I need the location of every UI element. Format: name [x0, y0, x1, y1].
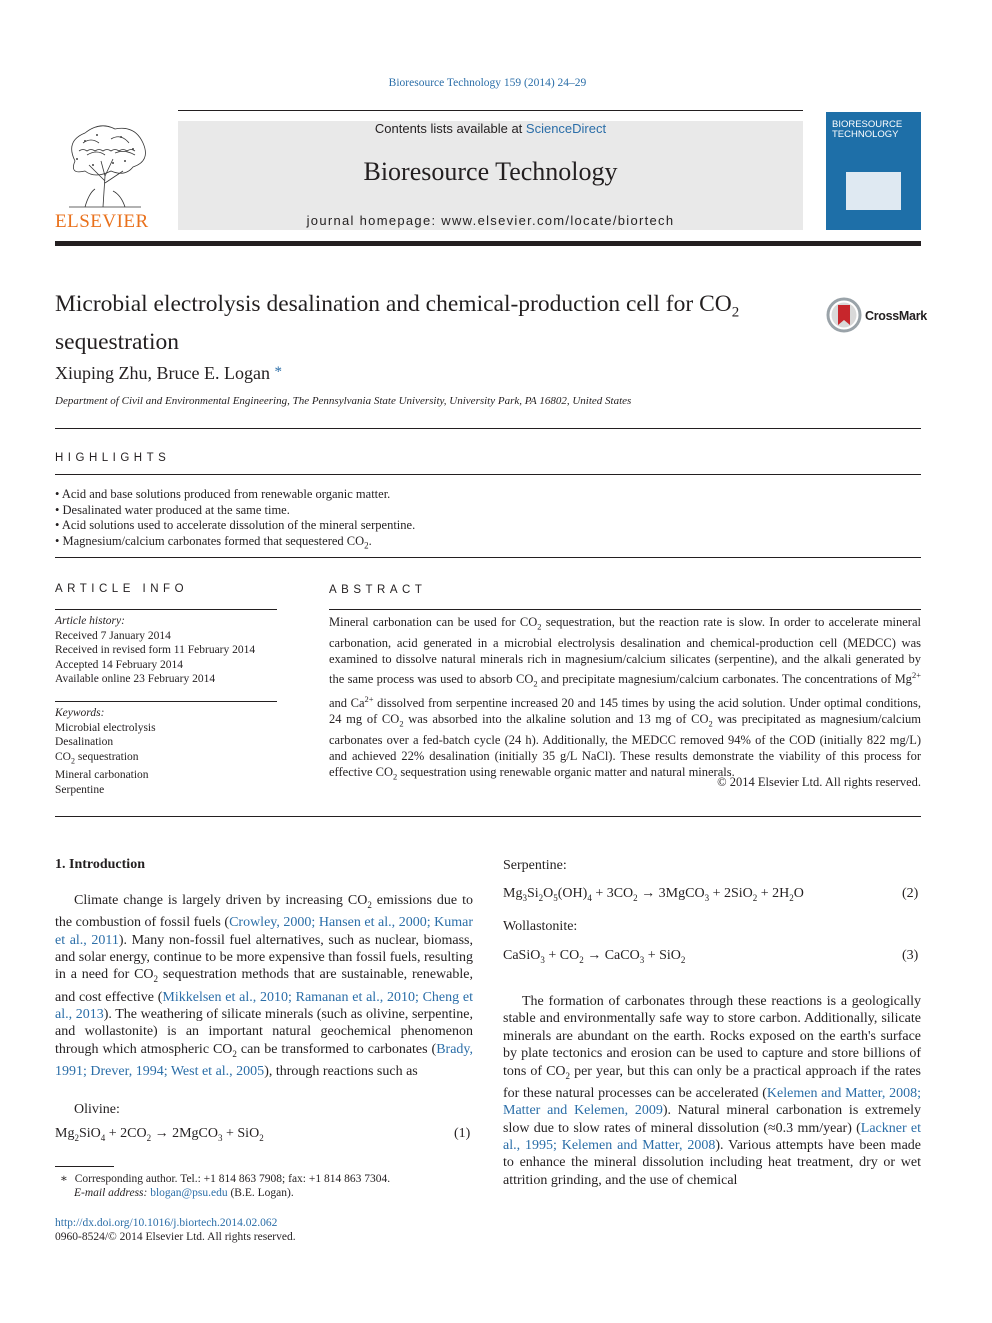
highlights-rule [55, 474, 921, 475]
journal-citation[interactable]: Bioresource Technology 159 (2014) 24–29 [388, 77, 587, 89]
keywords: Keywords: Microbial electrolysis Desalination $CO_2$ sequestration Mineral carbonation Serpentine [55, 707, 156, 796]
olivine-label: Olivine: [74, 1102, 120, 1117]
section-heading-introduction: 1. Introduction [55, 857, 145, 872]
issn-line: 0960-8524/© 2014 Elsevier Ltd. All rights reserved. [55, 1231, 296, 1243]
doi-link[interactable]: http://dx.doi.org/10.1016/j.biortech.2014.02.062 [55, 1217, 278, 1229]
email-footnote: E-mail address: blogan@psu.edu (B.E. Logan). [74, 1187, 294, 1199]
highlight-item: • Acid and base solutions produced from renewable organic matter. [55, 487, 391, 501]
article-title: Microbial electrolysis desalination and chemical-production cell for $CO_2$ sequestration [55, 291, 740, 355]
corresponding-author-mark[interactable]: * [274, 364, 282, 380]
elsevier-tree-logo [55, 121, 155, 209]
highlight-item: • Magnesium/calcium carbonates formed that sequestered $CO_2$. [55, 534, 372, 551]
contents-line: Contents lists available at ScienceDirect [374, 121, 607, 136]
sciencedirect-link[interactable]: ScienceDirect [525, 121, 607, 136]
article-info-rule [55, 609, 277, 610]
equation-2-number: (2) [902, 886, 919, 901]
header-thin-rule [178, 110, 803, 111]
authors: Xiuping Zhu, Bruce E. Logan * [55, 363, 282, 383]
keywords-rule [55, 701, 277, 702]
abstract-rule [329, 609, 921, 610]
author-email-link[interactable]: blogan@psu.edu [150, 1187, 228, 1199]
article-history: Article history: Received 7 January 2014 Received in revised form 11 February 2014 Accepted 14 February 2014 Available online 23 February 2014 [55, 615, 256, 685]
carbonates-paragraph: The formation of carbonates through these reactions is a geologically stable and environmentally safe way to store carbon. Additionally, silicate minerals are abundant on the earth. Rocks exposed on the earth's surface by plate tectonics and erosion can be used to capture and store billions of tons of $CO_2$ per year, but this can only be a practical approach if the rates for these natural processes can be accelerated (Kelemen and Matter, 2008; Matter and Kelemen, 2009). Natural mineral carbonation is extremely slow due to slow rates of mineral dissolution (≈0.3 mm/year) (Lackner et al., 1995; Kelemen and Matter, 2008). Various attempts have been made to enhance the mineral dissolution including heat treatment, dry or wet attrition grinding, and the use of chemical [503, 994, 922, 1188]
highlights-heading: HIGHLIGHTS [55, 452, 171, 464]
highlight-item: • Acid solutions used to accelerate dissolution of the mineral serpentine. [55, 518, 416, 532]
equation-3: CaSiO$_3$ + $CO_2$ → CaCO$_3$ + SiO$_2$ [503, 948, 686, 965]
equation-3-number: (3) [902, 948, 919, 963]
rule-before-body [55, 816, 921, 817]
equation-2: $Mg_3Si_2O_5(OH)_4 + 3CO_2$ → 3MgCO$_3$ + $2SiO_2 + 2H_2O$ [503, 886, 804, 903]
copyright: © 2014 Elsevier Ltd. All rights reserved. [717, 775, 921, 789]
header-thick-rule [55, 241, 921, 246]
journal-homepage[interactable]: journal homepage: www.elsevier.com/locate/biortech [306, 213, 675, 228]
affiliation: Department of Civil and Environmental Engineering, The Pennsylvania State University, University Park, PA 16802, United States [55, 395, 632, 407]
cover-title: BIORESOURCE TECHNOLOGY [832, 119, 903, 140]
footnote-rule [55, 1166, 114, 1167]
abstract-heading: ABSTRACT [329, 584, 427, 596]
corresponding-author-footnote: ∗ Corresponding author. Tel.: +1 814 863 7908; fax: +1 814 863 7304. [60, 1173, 391, 1185]
highlight-item: • Desalinated water produced at the same time. [55, 503, 290, 517]
crossmark-icon[interactable] [826, 297, 862, 333]
cover-figure [846, 172, 901, 210]
rule-before-highlights [55, 428, 921, 429]
equation-1: $Mg_2SiO_4 + 2CO_2$ → 2MgCO$_3$ + SiO$_2$ [55, 1126, 264, 1143]
wollastonite-label: Wollastonite: [503, 919, 578, 934]
serpentine-label: Serpentine: [503, 858, 567, 873]
article-info-heading: ARTICLE INFO [55, 583, 189, 595]
elsevier-wordmark: ELSEVIER [55, 211, 149, 232]
abstract-text: Mineral carbonation can be used for $CO_2$ sequestration, but the reaction rate is slow. In order to accelerate mineral carbonation, acid generated in a microbial electrolysis desalination and chemical-production cell (MEDCC) was examined to dissolve natural minerals rich in magnesium/calcium silicates (serpentine), and the alkali generated by the same process was used to absorb $CO_2$ and precipitate magnesium/calcium carbonates. The concentrations of $Mg^{2+}$ and $Ca^{2+}$ dissolved from serpentine increased 20 and 145 times by using the acid solution. Under optimal conditions, 24 mg of $CO_2$ was absorbed into the alkaline solution and 13 mg of $CO_2$ was precipitated as magnesium/calcium carbonates over a fed-batch cycle (24 h). Additionally, the MEDCC removed 94% of the COD (initially 822 mg/L) and achieved 22% desalination (initially 35 g/L NaCl). These results demonstrate the viability of this process for effective $CO_2$ sequestration using renewable organic matter and natural minerals. [329, 615, 922, 782]
crossmark-label[interactable]: CrossMark [865, 309, 927, 323]
journal-title: Bioresource Technology [363, 157, 618, 186]
equation-1-number: (1) [454, 1126, 471, 1141]
intro-paragraph: Climate change is largely driven by increasing $CO_2$ emissions due to the combustion of fossil fuels (Crowley, 2000; Hansen et al., 2000; Kumar et al., 2011). Many non-fossil fuel alternatives, such as nuclear, biomass, and solar energy, continue to be more expensive than fossil fuels, resulting in a need for $CO_2$ sequestration methods that are sustainable, renewable, and cost effective (Mikkelsen et al., 2010; Ramanan et al., 2010; Cheng et al., 2013). The weathering of silicate minerals (such as olivine, serpentine, and wollastonite) is an important natural geochemical phenomenon through which atmospheric $CO_2$ can be transformed to carbonates (Brady, 1991; Drever, 1994; West et al., 2005), through reactions such as [55, 893, 474, 1080]
rule-after-highlights [55, 557, 921, 558]
